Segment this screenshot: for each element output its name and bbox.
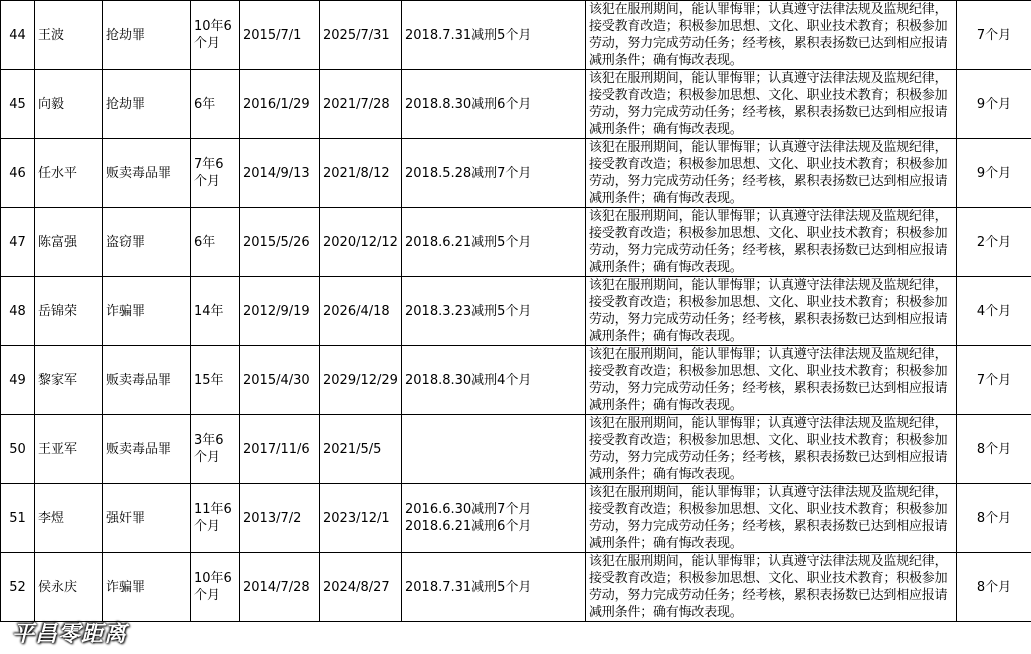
crime-cell: 诈骗罪 [103, 277, 191, 346]
crime-cell: 抢劫罪 [103, 70, 191, 139]
reduction-history-cell [402, 70, 586, 139]
sentence-start-cell: 2016/1/29 [240, 70, 320, 139]
proposed-reduction-cell: 9个月 [957, 70, 1031, 139]
sentence-term-cell: 6年 [191, 70, 240, 139]
sentence-start-cell: 2015/4/30 [240, 346, 320, 415]
reduction-history-cell [402, 139, 586, 208]
sentence-term-cell: 10年6个月 [191, 1, 240, 70]
proposed-reduction-cell: 7个月 [957, 346, 1031, 415]
inmate-name-cell: 王亚军 [35, 415, 103, 484]
table-row [1, 277, 1031, 346]
proposed-reduction-cell: 8个月 [957, 484, 1031, 553]
reduction-reason-cell: 该犯在服刑期间，能认罪悔罪；认真遵守法律法规及监规纪律，接受教育改造；积极参加思想、文化、职业技术教育；积极参加劳动，努力完成劳动任务；经考核，累积表扬数已达到相应报请减刑条件；确有悔改表现。 [586, 346, 957, 415]
reduction-entry: 2018.6.21减刑5个月 [405, 234, 532, 250]
reduction-history-cell [402, 553, 586, 622]
table-row [1, 553, 1031, 622]
reduction-reason-cell: 该犯在服刑期间，能认罪悔罪；认真遵守法律法规及监规纪律，接受教育改造；积极参加思想、文化、职业技术教育；积极参加劳动，努力完成劳动任务；经考核，累积表扬数已达到相应报请减刑条件；确有悔改表现。 [586, 139, 957, 208]
inmate-name-cell: 李煜 [35, 484, 103, 553]
sentence-term-cell: 7年6个月 [191, 139, 240, 208]
reduction-history-cell [402, 208, 586, 277]
sentence-start-cell: 2017/11/6 [240, 415, 320, 484]
row-number-cell: 46 [1, 139, 35, 208]
reduction-entry: 2018.7.31减刑5个月 [405, 27, 532, 43]
row-number-cell: 47 [1, 208, 35, 277]
proposed-reduction-cell: 9个月 [957, 139, 1031, 208]
table-row [1, 1, 1031, 70]
row-number-cell: 52 [1, 553, 35, 622]
reduction-reason-cell: 该犯在服刑期间，能认罪悔罪；认真遵守法律法规及监规纪律，接受教育改造；积极参加思想、文化、职业技术教育；积极参加劳动，努力完成劳动任务；经考核，累积表扬数已达到相应报请减刑条件；确有悔改表现。 [586, 70, 957, 139]
reduction-entry: 2018.5.28减刑7个月 [405, 165, 532, 181]
proposed-reduction-cell: 8个月 [957, 553, 1031, 622]
sentence-end-cell: 2021/7/28 [320, 70, 402, 139]
sentence-end-cell: 2026/4/18 [320, 277, 402, 346]
crime-cell: 强奸罪 [103, 484, 191, 553]
proposed-reduction-cell: 4个月 [957, 277, 1031, 346]
crime-cell: 诈骗罪 [103, 553, 191, 622]
sentence-term-cell: 6年 [191, 208, 240, 277]
reduction-reason-cell: 该犯在服刑期间，能认罪悔罪；认真遵守法律法规及监规纪律，接受教育改造；积极参加思想、文化、职业技术教育；积极参加劳动，努力完成劳动任务；经考核，累积表扬数已达到相应报请减刑条件；确有悔改表现。 [586, 415, 957, 484]
row-number-cell: 45 [1, 70, 35, 139]
sentence-term-cell: 14年 [191, 277, 240, 346]
reduction-history-cell [402, 1, 586, 70]
reduction-history-cell [402, 346, 586, 415]
table-row [1, 415, 1031, 484]
sentence-term-cell: 11年6个月 [191, 484, 240, 553]
row-number-cell: 44 [1, 1, 35, 70]
inmate-name-cell: 王波 [35, 1, 103, 70]
table-row [1, 346, 1031, 415]
reduction-entry: 2016.6.30减刑7个月 [405, 502, 532, 517]
reduction-reason-cell: 该犯在服刑期间，能认罪悔罪；认真遵守法律法规及监规纪律，接受教育改造；积极参加思想、文化、职业技术教育；积极参加劳动，努力完成劳动任务；经考核，累积表扬数已达到相应报请减刑条件；确有悔改表现。 [586, 484, 957, 553]
sentence-start-cell: 2014/9/13 [240, 139, 320, 208]
row-number-cell: 49 [1, 346, 35, 415]
table-row [1, 139, 1031, 208]
sentence-end-cell: 2029/12/29 [320, 346, 402, 415]
reduction-entry: 2018.8.30减刑6个月 [405, 96, 532, 112]
reduction-entry: 2018.8.30减刑4个月 [405, 372, 532, 388]
sentence-term-cell: 15年 [191, 346, 240, 415]
reduction-history-cell [402, 484, 586, 553]
reduction-reason-cell: 该犯在服刑期间，能认罪悔罪；认真遵守法律法规及监规纪律，接受教育改造；积极参加思想、文化、职业技术教育；积极参加劳动，努力完成劳动任务；经考核，累积表扬数已达到相应报请减刑条件；确有悔改表现。 [586, 277, 957, 346]
sentence-start-cell: 2012/9/19 [240, 277, 320, 346]
row-number-cell: 50 [1, 415, 35, 484]
reduction-reason-cell: 该犯在服刑期间，能认罪悔罪；认真遵守法律法规及监规纪律，接受教育改造；积极参加思想、文化、职业技术教育；积极参加劳动，努力完成劳动任务；经考核，累积表扬数已达到相应报请减刑条件；确有悔改表现。 [586, 208, 957, 277]
sentence-end-cell: 2024/8/27 [320, 553, 402, 622]
sentence-term-cell: 10年6个月 [191, 553, 240, 622]
sentence-term-cell: 3年6个月 [191, 415, 240, 484]
reduction-history-cell [402, 415, 586, 484]
table-row [1, 208, 1031, 277]
reduction-reason-cell: 该犯在服刑期间，能认罪悔罪；认真遵守法律法规及监规纪律，接受教育改造；积极参加思想、文化、职业技术教育；积极参加劳动，努力完成劳动任务；经考核，累积表扬数已达到相应报请减刑条件；确有悔改表现。 [586, 1, 957, 70]
sentence-start-cell: 2013/7/2 [240, 484, 320, 553]
inmate-name-cell: 侯永庆 [35, 553, 103, 622]
reduction-reason-cell: 该犯在服刑期间，能认罪悔罪；认真遵守法律法规及监规纪律，接受教育改造；积极参加思想、文化、职业技术教育；积极参加劳动，努力完成劳动任务；经考核，累积表扬数已达到相应报请减刑条件；确有悔改表现。 [586, 553, 957, 622]
inmate-name-cell: 陈富强 [35, 208, 103, 277]
sentence-start-cell: 2014/7/28 [240, 553, 320, 622]
sentence-end-cell: 2023/12/1 [320, 484, 402, 553]
row-number-cell: 51 [1, 484, 35, 553]
crime-cell: 贩卖毒品罪 [103, 139, 191, 208]
row-number-cell: 48 [1, 277, 35, 346]
crime-cell: 盗窃罪 [103, 208, 191, 277]
sentence-start-cell: 2015/5/26 [240, 208, 320, 277]
inmate-name-cell: 任水平 [35, 139, 103, 208]
proposed-reduction-cell: 7个月 [957, 1, 1031, 70]
sentence-end-cell: 2021/5/5 [320, 415, 402, 484]
watermark-logo: 平昌零距离 [12, 621, 128, 647]
table-body [1, 1, 1031, 622]
reduction-history-cell [402, 277, 586, 346]
proposed-reduction-cell: 8个月 [957, 415, 1031, 484]
reduction-entry: 2018.7.31减刑5个月 [405, 579, 532, 595]
inmate-name-cell: 岳锦荣 [35, 277, 103, 346]
crime-cell: 贩卖毒品罪 [103, 346, 191, 415]
reduction-entry: 2018.3.23减刑5个月 [405, 303, 532, 319]
table-row [1, 70, 1031, 139]
sentence-end-cell: 2020/12/12 [320, 208, 402, 277]
sentence-end-cell: 2025/7/31 [320, 1, 402, 70]
table-row [1, 484, 1031, 553]
crime-cell: 贩卖毒品罪 [103, 415, 191, 484]
reduction-entry: 2018.6.21减刑6个月 [405, 519, 532, 534]
inmate-name-cell: 黎家军 [35, 346, 103, 415]
sentence-end-cell: 2021/8/12 [320, 139, 402, 208]
proposed-reduction-cell: 2个月 [957, 208, 1031, 277]
sentence-start-cell: 2015/7/1 [240, 1, 320, 70]
inmate-name-cell: 向毅 [35, 70, 103, 139]
crime-cell: 抢劫罪 [103, 1, 191, 70]
